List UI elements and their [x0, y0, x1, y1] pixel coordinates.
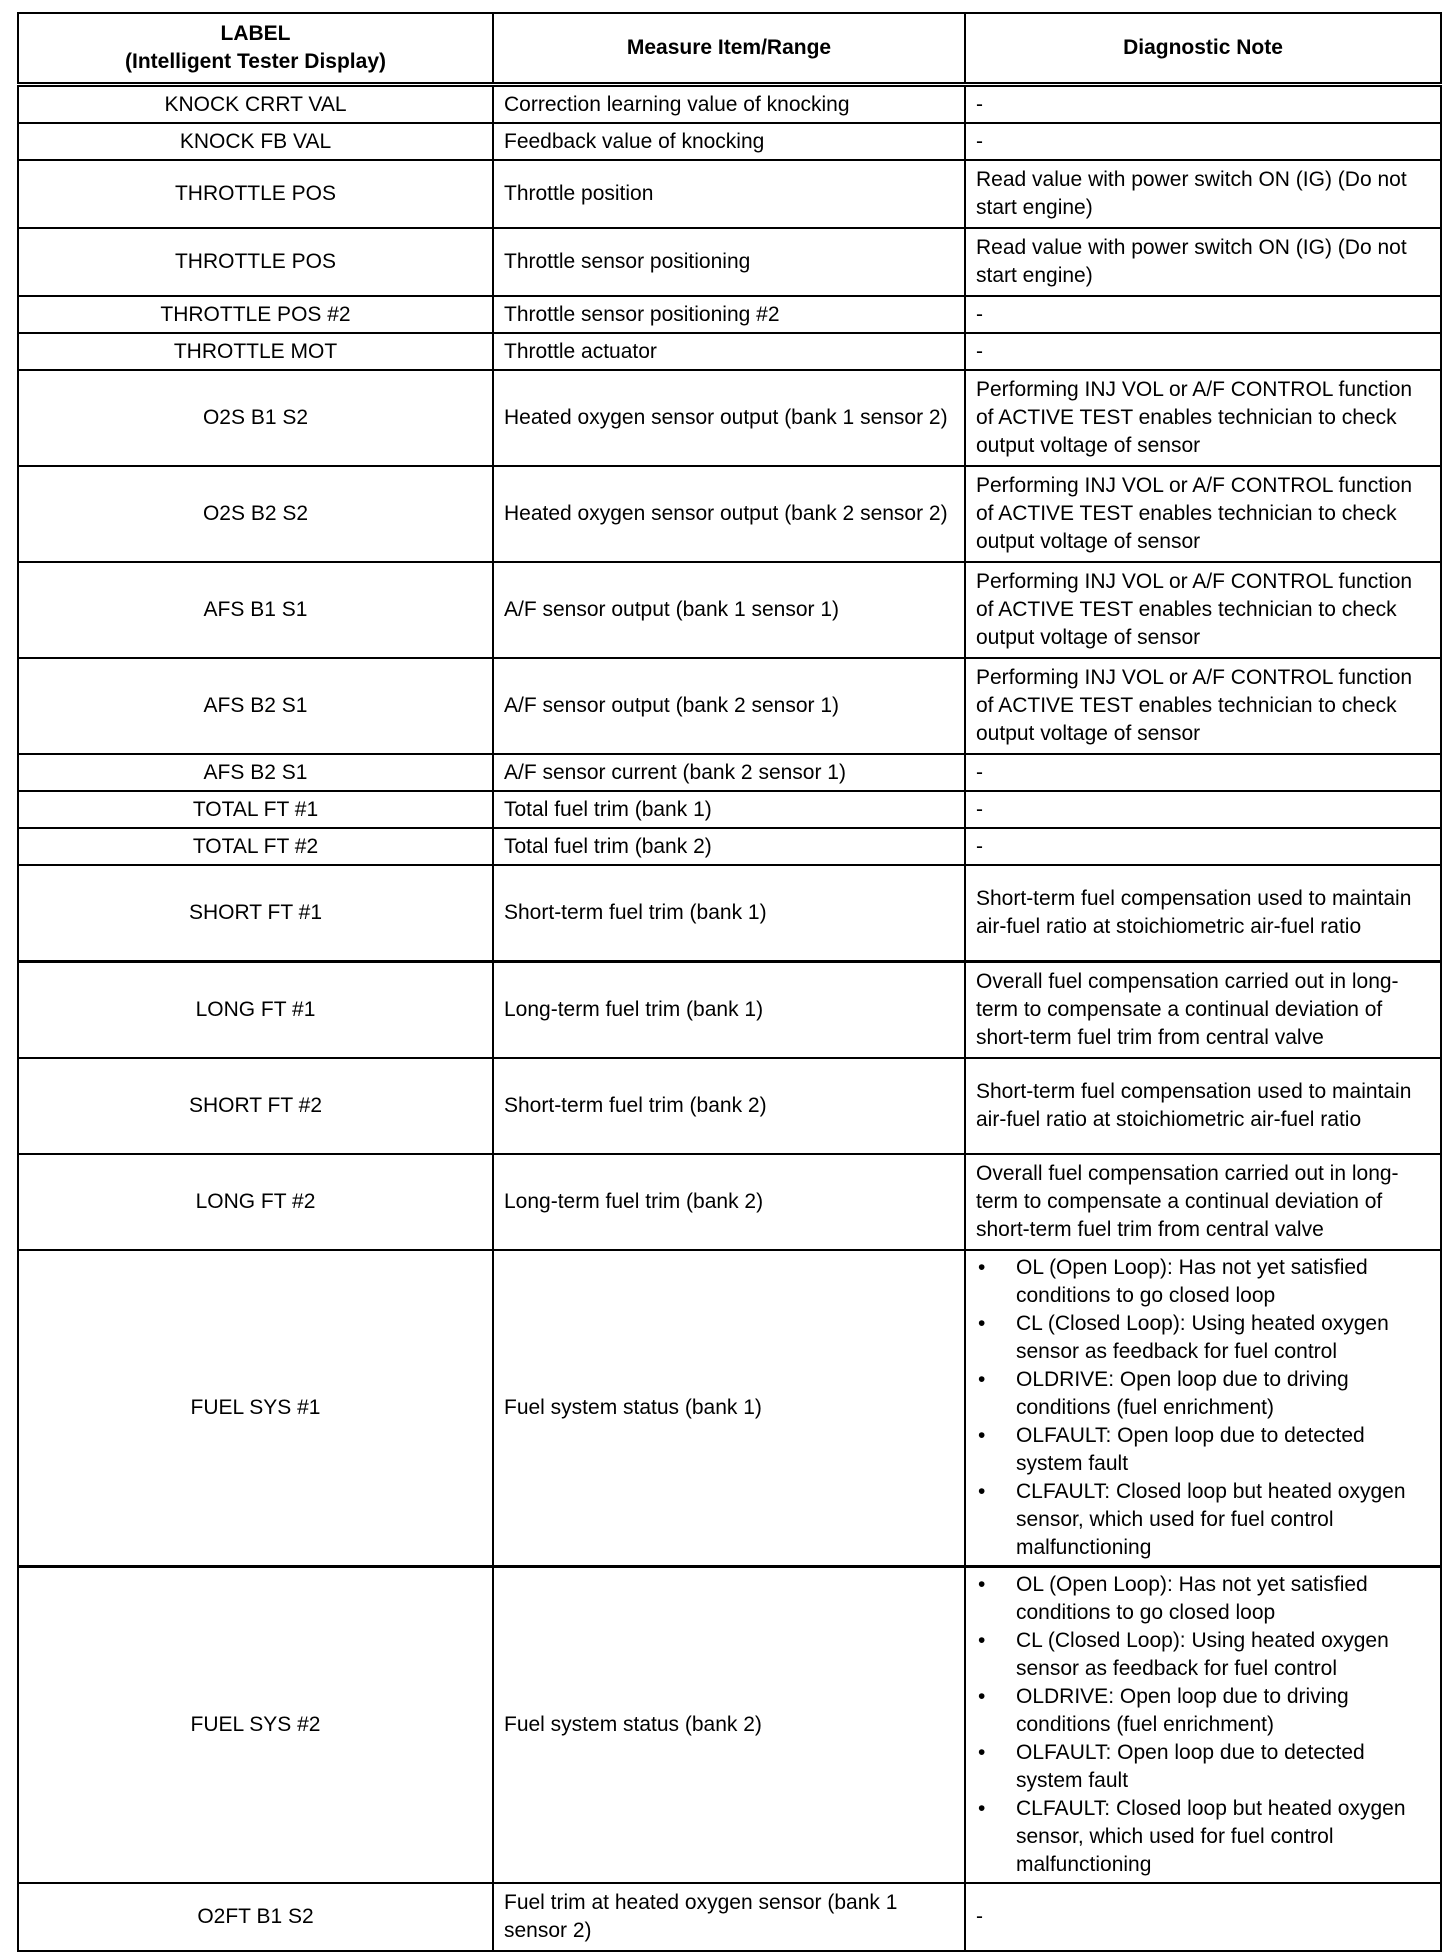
cell-label: FUEL SYS #2 — [18, 1567, 493, 1884]
cell-note: Overall fuel compensation carried out in long-term to compensate a continual deviation of short-term fuel trim from central valve — [965, 962, 1441, 1059]
table-row — [18, 466, 1441, 562]
bullet-icon: • — [978, 1629, 986, 1652]
table-row — [18, 1154, 1441, 1250]
cell-label: TOTAL FT #1 — [18, 791, 493, 828]
bullet-icon: • — [978, 1312, 986, 1335]
cell-measure: Fuel system status (bank 2) — [493, 1567, 965, 1884]
note-bullet-item — [976, 1795, 1430, 1879]
table-row — [18, 865, 1441, 962]
table-row — [18, 562, 1441, 658]
bullet-icon: • — [978, 1741, 986, 1764]
table-row — [18, 370, 1441, 466]
note-bullet-item — [976, 1627, 1430, 1683]
cell-note: - — [965, 754, 1441, 791]
bullet-text: CLFAULT: Closed loop but heated oxygen sensor, which used for fuel control malfunctioning — [1016, 1480, 1406, 1559]
bullet-text: OLFAULT: Open loop due to detected system fault — [1016, 1741, 1365, 1792]
bullet-icon: • — [978, 1685, 986, 1708]
cell-note: Read value with power switch ON (IG) (Do not start engine) — [965, 228, 1441, 296]
cell-note: - — [965, 333, 1441, 370]
table-row — [18, 123, 1441, 160]
cell-label: THROTTLE POS — [18, 228, 493, 296]
cell-measure: A/F sensor output (bank 1 sensor 1) — [493, 562, 965, 658]
cell-note: Performing INJ VOL or A/F CONTROL function of ACTIVE TEST enables technician to check output voltage of sensor — [965, 370, 1441, 466]
cell-label: KNOCK FB VAL — [18, 123, 493, 160]
cell-measure: Heated oxygen sensor output (bank 1 sensor 2) — [493, 370, 965, 466]
table-row — [18, 1567, 1441, 1884]
note-bullet-item — [976, 1254, 1430, 1310]
table-header — [18, 13, 1441, 85]
bullet-text: CL (Closed Loop): Using heated oxygen sensor as feedback for fuel control — [1016, 1312, 1389, 1363]
note-bullet-item — [976, 1683, 1430, 1739]
cell-label: O2S B1 S2 — [18, 370, 493, 466]
cell-note: Performing INJ VOL or A/F CONTROL function of ACTIVE TEST enables technician to check output voltage of sensor — [965, 658, 1441, 754]
cell-measure: Throttle actuator — [493, 333, 965, 370]
bullet-text: CLFAULT: Closed loop but heated oxygen sensor, which used for fuel control malfunctioning — [1016, 1797, 1406, 1876]
cell-label: TOTAL FT #2 — [18, 828, 493, 865]
header-label — [18, 13, 493, 85]
cell-measure: Heated oxygen sensor output (bank 2 sensor 2) — [493, 466, 965, 562]
cell-note: Performing INJ VOL or A/F CONTROL function of ACTIVE TEST enables technician to check output voltage of sensor — [965, 466, 1441, 562]
bullet-icon: • — [978, 1368, 986, 1391]
header-row — [18, 13, 1441, 85]
cell-measure: Short-term fuel trim (bank 2) — [493, 1058, 965, 1154]
cell-note — [965, 1250, 1441, 1567]
cell-measure: Long-term fuel trim (bank 1) — [493, 962, 965, 1059]
bullet-text: OL (Open Loop): Has not yet satisfied conditions to go closed loop — [1016, 1256, 1368, 1307]
bullet-text: OL (Open Loop): Has not yet satisfied conditions to go closed loop — [1016, 1573, 1368, 1624]
cell-note — [965, 1567, 1441, 1884]
cell-measure: Fuel trim at heated oxygen sensor (bank 1 sensor 2) — [493, 1883, 965, 1951]
note-bullet-list — [976, 1571, 1430, 1879]
cell-note: Overall fuel compensation carried out in long-term to compensate a continual deviation of short-term fuel trim from central valve — [965, 1154, 1441, 1250]
cell-measure: Total fuel trim (bank 2) — [493, 828, 965, 865]
cell-note: - — [965, 85, 1441, 124]
header-label-line1: LABEL — [220, 22, 291, 45]
note-bullet-item — [976, 1422, 1430, 1478]
cell-note: - — [965, 791, 1441, 828]
bullet-text: CL (Closed Loop): Using heated oxygen sensor as feedback for fuel control — [1016, 1629, 1389, 1680]
header-measure: Measure Item/Range — [493, 13, 965, 85]
cell-measure: A/F sensor output (bank 2 sensor 1) — [493, 658, 965, 754]
cell-measure: A/F sensor current (bank 2 sensor 1) — [493, 754, 965, 791]
cell-note: Short-term fuel compensation used to maintain air-fuel ratio at stoichiometric air-fuel ratio — [965, 865, 1441, 962]
bullet-icon: • — [978, 1256, 986, 1279]
cell-label: O2S B2 S2 — [18, 466, 493, 562]
cell-label: AFS B1 S1 — [18, 562, 493, 658]
table-row — [18, 754, 1441, 791]
table-row — [18, 160, 1441, 228]
bullet-icon: • — [978, 1424, 986, 1447]
table-row — [18, 1250, 1441, 1567]
table-row — [18, 333, 1441, 370]
note-bullet-item — [976, 1739, 1430, 1795]
table-row — [18, 1883, 1441, 1951]
header-note: Diagnostic Note — [965, 13, 1441, 85]
cell-note: Read value with power switch ON (IG) (Do not start engine) — [965, 160, 1441, 228]
cell-measure: Throttle position — [493, 160, 965, 228]
table-row — [18, 228, 1441, 296]
cell-label: SHORT FT #1 — [18, 865, 493, 962]
cell-measure: Feedback value of knocking — [493, 123, 965, 160]
table-row — [18, 85, 1441, 124]
bullet-text: OLDRIVE: Open loop due to driving conditions (fuel enrichment) — [1016, 1685, 1349, 1736]
note-bullet-item — [976, 1478, 1430, 1562]
cell-label: FUEL SYS #1 — [18, 1250, 493, 1567]
note-bullet-item — [976, 1310, 1430, 1366]
cell-measure: Correction learning value of knocking — [493, 85, 965, 124]
cell-label: LONG FT #2 — [18, 1154, 493, 1250]
table-row — [18, 1058, 1441, 1154]
cell-label: KNOCK CRRT VAL — [18, 85, 493, 124]
cell-label: LONG FT #1 — [18, 962, 493, 1059]
table-body — [18, 85, 1441, 1952]
cell-measure: Short-term fuel trim (bank 1) — [493, 865, 965, 962]
cell-label: AFS B2 S1 — [18, 658, 493, 754]
cell-label: SHORT FT #2 — [18, 1058, 493, 1154]
bullet-icon: • — [978, 1797, 986, 1820]
cell-label: THROTTLE MOT — [18, 333, 493, 370]
cell-note: Short-term fuel compensation used to maintain air-fuel ratio at stoichiometric air-fuel ratio — [965, 1058, 1441, 1154]
cell-measure: Total fuel trim (bank 1) — [493, 791, 965, 828]
cell-note: - — [965, 296, 1441, 333]
table-row — [18, 658, 1441, 754]
note-bullet-list — [976, 1254, 1430, 1562]
note-bullet-item — [976, 1366, 1430, 1422]
cell-note: Performing INJ VOL or A/F CONTROL function of ACTIVE TEST enables technician to check output voltage of sensor — [965, 562, 1441, 658]
cell-measure: Long-term fuel trim (bank 2) — [493, 1154, 965, 1250]
bullet-icon: • — [978, 1480, 986, 1503]
bullet-text: OLDRIVE: Open loop due to driving conditions (fuel enrichment) — [1016, 1368, 1349, 1419]
cell-label: THROTTLE POS #2 — [18, 296, 493, 333]
header-label-line2: (Intelligent Tester Display) — [125, 50, 386, 73]
table-row — [18, 791, 1441, 828]
note-bullet-item — [976, 1571, 1430, 1627]
table-row — [18, 296, 1441, 333]
table-row — [18, 962, 1441, 1059]
cell-note: - — [965, 828, 1441, 865]
cell-note: - — [965, 123, 1441, 160]
cell-measure: Throttle sensor positioning #2 — [493, 296, 965, 333]
bullet-text: OLFAULT: Open loop due to detected system fault — [1016, 1424, 1365, 1475]
bullet-icon: • — [978, 1573, 986, 1596]
cell-measure: Throttle sensor positioning — [493, 228, 965, 296]
cell-note: - — [965, 1883, 1441, 1951]
table-row — [18, 828, 1441, 865]
cell-measure: Fuel system status (bank 1) — [493, 1250, 965, 1567]
cell-label: AFS B2 S1 — [18, 754, 493, 791]
cell-label: O2FT B1 S2 — [18, 1883, 493, 1951]
diagnostic-data-table — [17, 12, 1442, 1952]
cell-label: THROTTLE POS — [18, 160, 493, 228]
